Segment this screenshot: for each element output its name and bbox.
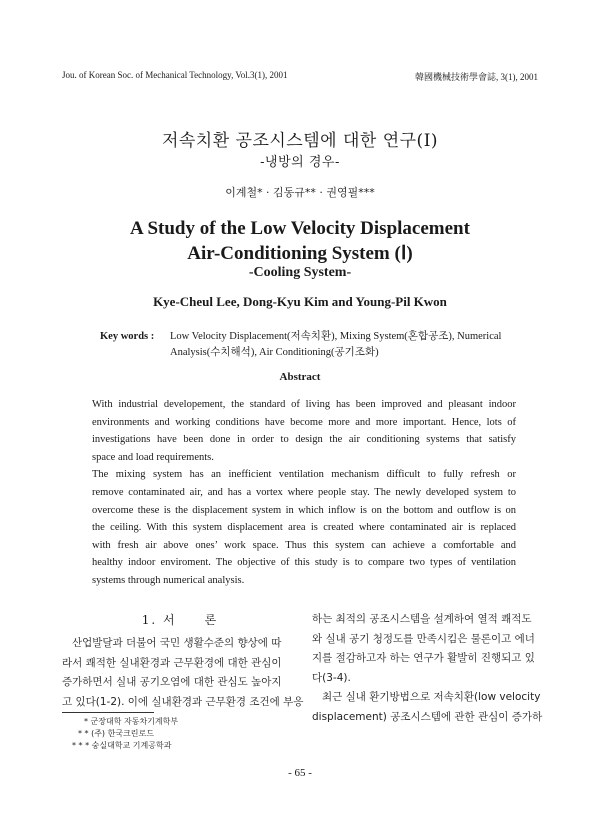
intro-right-column — [312, 610, 542, 727]
english-subtitle: -Cooling System- — [248, 265, 352, 280]
english-title-line2: Air-Conditioning System (Ⅰ) — [187, 243, 413, 264]
english-title-line1: A Study of the Low Velocity Displacement — [130, 218, 470, 239]
abstract-line: systems through numerical analysis. — [92, 574, 245, 586]
abstract-body — [92, 396, 516, 590]
journal-header-right: 韓國機械技術學會誌, 3(1), 2001 — [415, 72, 538, 82]
keywords-line2: Analysis(수치해석), Air Conditioning(공기조화) — [170, 347, 379, 358]
keywords-line1: Low Velocity Displacement(저속치환), Mixing System(혼합공조), Numerical — [170, 331, 502, 342]
korean-title: 저속치환 공조시스템에 대한 연구(Ⅰ) — [161, 131, 439, 151]
journal-header-left: Jou. of Korean Soc. of Mechanical Technology, Vol.3(1), 2001 — [62, 70, 288, 80]
body-line: 최근 실내 환기방법으로 저속치환(low velocity — [322, 691, 541, 703]
body-line: displacement) 공조시스템에 관한 관심이 증가하 — [312, 710, 543, 723]
section-heading-introduction: 1. 서 론 — [141, 613, 219, 627]
footnote-divider — [62, 712, 154, 713]
body-line: 하는 최적의 공조시스템을 설계하여 열적 쾌적도 — [312, 613, 532, 625]
abstract-line: healthy indoor enviroment. The objective of this study is to compare two types of ventilation — [92, 557, 516, 569]
footnote-affiliation-3: * * * 숭실대학교 기계공학과 — [72, 741, 172, 750]
abstract-title: Abstract — [279, 371, 321, 383]
abstract-line: With industrial developement, the standard of living has been improved and pleasant indoor — [92, 399, 516, 410]
intro-left-column — [62, 634, 304, 712]
abstract-line: with fresh air above ones’ work space. Thus this system can achieve a comfortable and — [92, 539, 516, 551]
korean-authors: 이계철* · 김동규** · 권영필*** — [225, 186, 375, 199]
abstract-line: The mixing system has an inefficient ventilation mechanism difficult to fully refresh or — [92, 469, 516, 481]
body-line: 지를 절감하고자 하는 연구가 활발히 진행되고 있 — [312, 652, 535, 664]
body-line: 고 있다(1-2). 이에 실내환경과 근무환경 조건에 부응 — [62, 695, 304, 708]
body-line: 다(3-4). — [312, 671, 351, 684]
abstract-line: investigations have been done in order to design the air conditioning systems that satisfy — [92, 434, 516, 446]
page-number: - 65 - — [288, 767, 312, 779]
footnote-affiliation-1: * 군장대학 자동차기계학부 — [84, 717, 179, 726]
keywords-label: Key words : — [100, 331, 155, 342]
korean-subtitle: -냉방의 경우- — [260, 155, 340, 170]
abstract-line: space and load requirements. — [92, 451, 214, 463]
body-line: 라서 쾌적한 실내환경과 근무환경에 대한 관심이 — [62, 656, 282, 669]
english-authors: Kye-Cheul Lee, Dong-Kyu Kim and Young-Pil Kwon — [153, 294, 447, 309]
abstract-line: the ceiling. With this system displacement area is created where contaminated air is replaced — [92, 522, 516, 534]
body-line: 증가하면서 실내 공기오염에 대한 관심도 높아지 — [62, 676, 282, 688]
abstract-line: remove contaminated air, and has a vortex where people stay. The newly developed system to — [92, 486, 516, 498]
footnote-affiliation-2: * * (주) 한국크린로드 — [78, 729, 154, 738]
body-line: 와 실내 공기 청정도를 만족시킴은 물론이고 에너 — [312, 632, 535, 645]
abstract-line: environments and working conditions have become more and more important. Hence, lots of — [92, 416, 516, 428]
abstract-line: overcome these is the displacement system in which inflow is on the bottom and outflow is on — [92, 504, 516, 516]
body-line: 산업발달과 더불어 국민 생활수준의 향상에 따 — [72, 637, 282, 649]
